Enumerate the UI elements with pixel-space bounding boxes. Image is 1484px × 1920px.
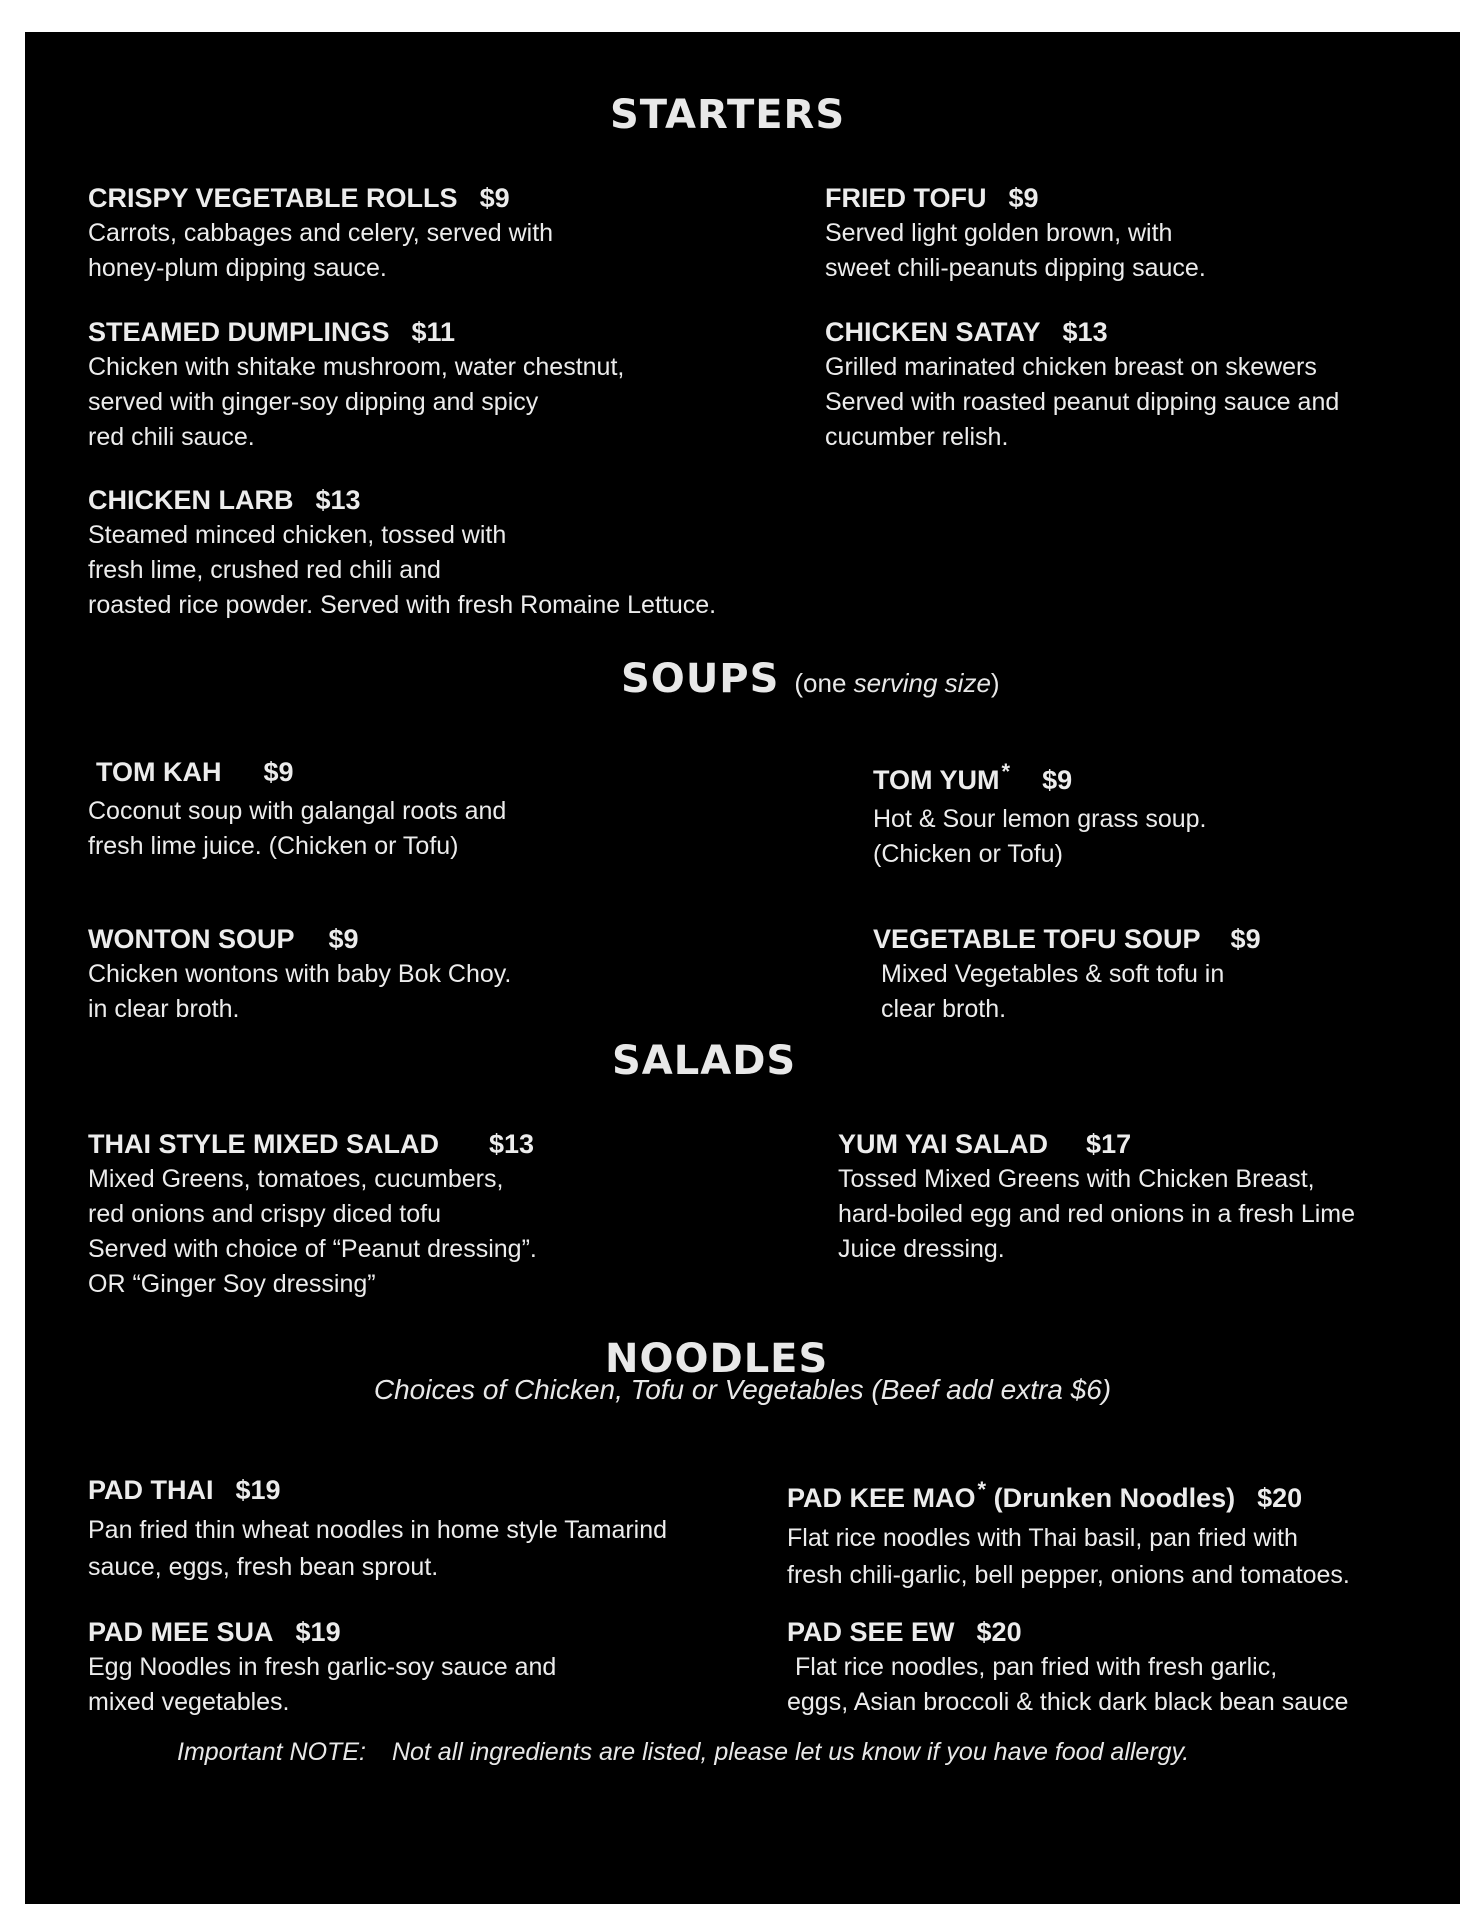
item-price: $9: [479, 183, 510, 213]
item-description: Served light golden brown, with sweet chili-peanuts dipping sauce.: [825, 219, 1206, 282]
item-description: Hot & Sour lemon grass soup. (Chicken or Tofu): [873, 805, 1207, 868]
item-description: Chicken with shitake mushroom, water chestnut, served with ginger-soy dipping and spicy red chili sauce.: [88, 353, 625, 451]
item-name: YUM YAI SALAD: [838, 1129, 1049, 1159]
item-name-suffix: (Drunken Noodles): [993, 1483, 1236, 1513]
item-price: $11: [411, 317, 456, 347]
item-description: Carrots, cabbages and celery, served with honey-plum dipping sauce.: [88, 219, 554, 282]
item-name: THAI STYLE MIXED SALAD: [88, 1129, 440, 1159]
spicy-mark: *: [977, 1477, 987, 1502]
section-title-soups: SOUPS (one serving size): [621, 656, 1000, 702]
menu-item-crispy-vegetable-rolls: [88, 180, 553, 286]
menu-item-tom-kah: [88, 754, 506, 864]
section-title-noodles: NOODLES: [605, 1336, 829, 1382]
item-price: $9: [263, 757, 294, 787]
item-name: CRISPY VEGETABLE ROLLS: [88, 183, 458, 213]
item-name: PAD THAI: [88, 1475, 214, 1505]
item-price: $13: [489, 1129, 535, 1159]
item-price: $9: [1008, 183, 1039, 213]
menu-item-chicken-satay: [825, 314, 1339, 455]
menu-page: [25, 32, 1460, 1904]
item-price: $9: [1230, 924, 1261, 954]
item-price: $9: [1042, 765, 1073, 795]
allergy-note: [177, 1738, 1189, 1767]
item-description: Tossed Mixed Greens with Chicken Breast, hard-boiled egg and red onions in a fresh Lime Juice dressing.: [838, 1165, 1356, 1263]
menu-item-pad-kee-mao: [787, 1472, 1350, 1594]
menu-item-pad-mee-sua: [88, 1614, 556, 1720]
item-name: FRIED TOFU: [825, 183, 987, 213]
menu-item-fried-tofu: [825, 180, 1206, 286]
item-price: $20: [976, 1617, 1022, 1647]
item-price: $13: [315, 485, 361, 515]
item-description: Steamed minced chicken, tossed with fresh lime, crushed red chili and roasted rice powder. Served with fresh Romaine Lettuce.: [88, 521, 717, 619]
section-subtitle-soups: (one serving size): [794, 668, 1000, 698]
menu-item-steamed-dumplings: [88, 314, 624, 455]
item-name: PAD MEE SUA: [88, 1617, 274, 1647]
item-price: $20: [1257, 1483, 1303, 1513]
menu-item-wonton-soup: [88, 921, 511, 1027]
item-description: Grilled marinated chicken breast on skewers Served with roasted peanut dipping sauce and cucumber relish.: [825, 353, 1340, 451]
note-label: Important NOTE:: [177, 1738, 366, 1766]
item-description: Coconut soup with galangal roots and fresh lime juice. (Chicken or Tofu): [88, 797, 507, 860]
item-name: WONTON SOUP: [88, 924, 295, 954]
note-text: Not all ingredients are listed, please let us know if you have food allergy.: [391, 1738, 1190, 1766]
item-price: $19: [235, 1475, 281, 1505]
item-name: PAD KEE MAO: [787, 1483, 976, 1513]
item-price: $19: [295, 1617, 341, 1647]
item-name: CHICKEN SATAY: [825, 317, 1041, 347]
item-name: TOM KAH: [96, 757, 222, 787]
item-name: PAD SEE EW: [787, 1617, 955, 1647]
noodles-tagline: Choices of Chicken, Tofu or Vegetables (Beef add extra $6): [373, 1374, 1112, 1405]
item-name: CHICKEN LARB: [88, 485, 294, 515]
item-description: Flat rice noodles, pan fried with fresh garlic, eggs, Asian broccoli & thick dark black bean sauce: [787, 1653, 1349, 1716]
item-description: Mixed Greens, tomatoes, cucumbers, red onions and crispy diced tofu Served with choice of “Peanut dressing”. OR “Ginger Soy dressing”: [88, 1165, 537, 1298]
item-description: Egg Noodles in fresh garlic-soy sauce and mixed vegetables.: [88, 1653, 557, 1716]
menu-item-pad-see-ew: [787, 1614, 1348, 1720]
item-name: VEGETABLE TOFU SOUP: [873, 924, 1201, 954]
item-description: Pan fried thin wheat noodles in home style Tamarind sauce, eggs, fresh bean sprout.: [88, 1516, 668, 1581]
item-description: Flat rice noodles with Thai basil, pan fried with fresh chili-garlic, bell pepper, onions and tomatoes.: [787, 1524, 1350, 1589]
spicy-mark: *: [1001, 759, 1011, 784]
item-name: TOM YUM: [873, 765, 1000, 795]
menu-item-chicken-larb: [88, 482, 716, 623]
menu-item-vegetable-tofu-soup: [873, 921, 1261, 1027]
section-title-salads: SALADS: [612, 1038, 797, 1084]
item-price: $17: [1086, 1129, 1132, 1159]
item-price: $13: [1062, 317, 1108, 347]
menu-item-yum-yai-salad: [838, 1126, 1355, 1267]
item-name: STEAMED DUMPLINGS: [88, 317, 390, 347]
section-title-starters: STARTERS: [610, 92, 846, 138]
item-description: Chicken wontons with baby Bok Choy. in clear broth.: [88, 960, 512, 1023]
item-price: $9: [328, 924, 359, 954]
menu-item-pad-thai: [88, 1472, 667, 1586]
menu-item-thai-style-mixed-salad: [88, 1126, 537, 1302]
item-description: Mixed Vegetables & soft tofu in clear broth.: [881, 960, 1225, 1023]
menu-item-tom-yum: [873, 754, 1207, 872]
